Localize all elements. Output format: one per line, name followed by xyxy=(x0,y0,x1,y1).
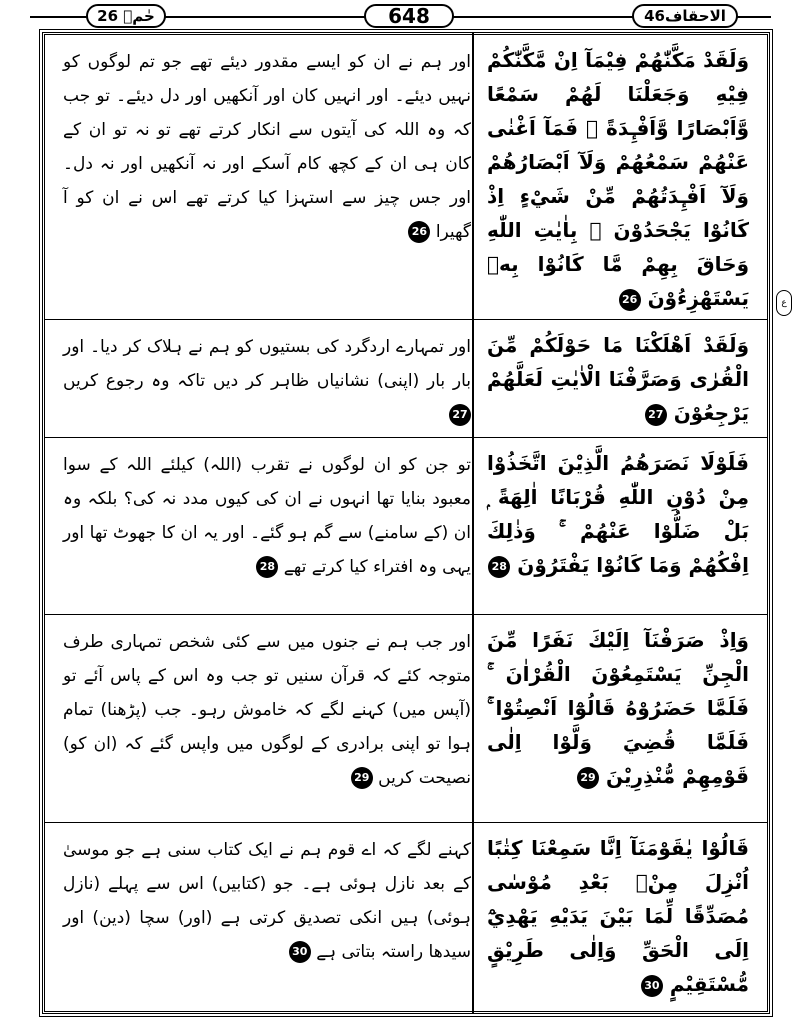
urdu-translation: اور تمہارے اردگرد کی بستیوں کو ہم نے ہلاک کر دیا۔ اور بار بار (اپنی) نشانیاں ظاہر کر دیں تاکہ وہ رجوع کریں 27 xyxy=(63,330,471,432)
verse-number-badge: 29 xyxy=(351,767,373,789)
urdu-translation: اور جب ہم نے جنوں میں سے کئی شخص تمہاری طرف متوجہ کئے کہ قرآن سنیں تو جب وہ اس کے پاس آئے تو (آپس میں) کہنے لگے کہ خاموش رہو۔ جب (پڑھنا) تمام ہوا تو اپنی برادری کے لوگوں میں واپس گئے کہ (ان کو) نصیحت کریں 29 xyxy=(63,632,471,788)
verse-block-28 xyxy=(45,438,767,615)
verse-number-badge: 28 xyxy=(256,556,278,578)
arabic-text: فَلَوْلَا نَصَرَهُمُ الَّذِيْنَ اتَّخَذُوْا مِنْ دُوْنِ اللّٰهِ قُرْبَانًا اٰلِهَةً ۭ بَلْ ضَلُّوْا عَنْهُمْ ۚ وَذٰلِكَ اِفْكُهُمْ وَمَا كَانُوْا يَفْتَرُوْنَ 28 xyxy=(487,451,749,577)
urdu-translation: تو جن کو ان لوگوں نے تقرب (اللہ) کیلئے اللہ کے سوا معبود بنایا تھا انہوں نے ان کی کیوں مدد نہ کی؟ بلکہ وہ ان (کے سامنے) سے گم ہو گئے۔ اور یہ ان کا جھوٹ تھا اور یہی وہ افتراء کیا کرتے تھے 28 xyxy=(63,455,471,577)
page-number: 648 xyxy=(364,4,454,28)
urdu-translation: کہنے لگے کہ اے قوم ہم نے ایک کتاب سنی ہے جو موسیٰ کے بعد نازل ہوئی ہے۔ جو (کتابیں) اس سے پہلے (نازل ہوئی) ہیں انکی تصدیق کرتی ہے (اور) سچا (دین) اور سیدھا راستہ بتاتی ہے 30 xyxy=(63,840,471,962)
surah-label: الاحقاف46 xyxy=(632,4,738,28)
verse-block-27 xyxy=(45,320,767,438)
verse-block-26 xyxy=(45,35,767,320)
urdu-translation: اور ہم نے ان کو ایسے مقدور دیئے تھے جو تم لوگوں کو نہیں دیئے۔ اور انہیں کان اور آنکھیں اور دل دیئے۔ تو جب کہ وہ اللہ کی آیتوں سے انکار کرتے تھے تو نہ تو ان کے کان ہی ان کے کچھ کام آسکے اور نہ آنکھیں اور نہ دل۔ اور جس چیز سے استہزا کیا کرتے تھے اس نے ان کو آ گھیرا 26 xyxy=(63,52,471,242)
verse-number-badge: 27 xyxy=(645,404,667,426)
arabic-text: وَلَقَدْ اَهْلَكْنَا مَا حَوْلَكُمْ مِّنَ الْقُرٰى وَصَرَّفْنَا الْاٰيٰتِ لَعَلَّهُمْ يَرْجِعُوْنَ 27 xyxy=(487,333,749,425)
verse-number-badge: 29 xyxy=(577,767,599,789)
page-header xyxy=(0,0,801,30)
arabic-text: وَلَقَدْ مَكَّنّٰهُمْ فِيْمَآ اِنْ مَّكَّنّٰكُمْ فِيْهِ وَجَعَلْنَا لَهُمْ سَمْعًا وَّاَبْصَارًا وَّاَفْـِٕدَةً ۖ فَمَآ اَغْنٰى عَنْهُمْ سَمْعُهُمْ وَلَآ اَبْصَارُهُمْ وَلَآ اَفْـِٕدَتُهُمْ مِّنْ شَيْءٍ اِذْ كَانُوْا يَجْحَدُوْنَ ۙ بِاٰيٰتِ اللّٰهِ وَحَاقَ بِهِمْ مَّا كَانُوْا بِهٖ يَسْتَهْزِءُوْنَ 26 xyxy=(487,48,749,310)
ruku-marker: ع xyxy=(776,290,792,316)
arabic-text: قَالُوْا يٰقَوْمَنَآ اِنَّا سَمِعْنَا كِتٰبًا اُنْزِلَ مِنْۢ بَعْدِ مُوْسٰى مُصَدِّقًا لِّمَا بَيْنَ يَدَيْهِ يَهْدِيْٓ اِلَى الْحَقِّ وَاِلٰى طَرِيْقٍ مُّسْتَقِيْمٍ 30 xyxy=(487,836,749,996)
verse-number-badge: 28 xyxy=(488,556,510,578)
juz-label: حٰمۗ 26 xyxy=(86,4,166,28)
verse-number-badge: 30 xyxy=(289,941,311,963)
arabic-text: وَاِذْ صَرَفْنَآ اِلَيْكَ نَفَرًا مِّنَ الْجِنِّ يَسْتَمِعُوْنَ الْقُرْاٰنَ ۚ فَلَمَّا حَضَرُوْهُ قَالُوْٓا اَنْصِتُوْا ۚ فَلَمَّا قُضِيَ وَلَّوْا اِلٰى قَوْمِهِمْ مُّنْذِرِيْنَ 29 xyxy=(487,628,749,788)
verse-number-badge: 26 xyxy=(408,221,430,243)
verse-block-29 xyxy=(45,615,767,823)
verse-number-badge: 27 xyxy=(449,404,471,426)
verse-block-30 xyxy=(45,823,767,1011)
verse-number-badge: 30 xyxy=(641,975,663,997)
verse-number-badge: 26 xyxy=(619,289,641,311)
